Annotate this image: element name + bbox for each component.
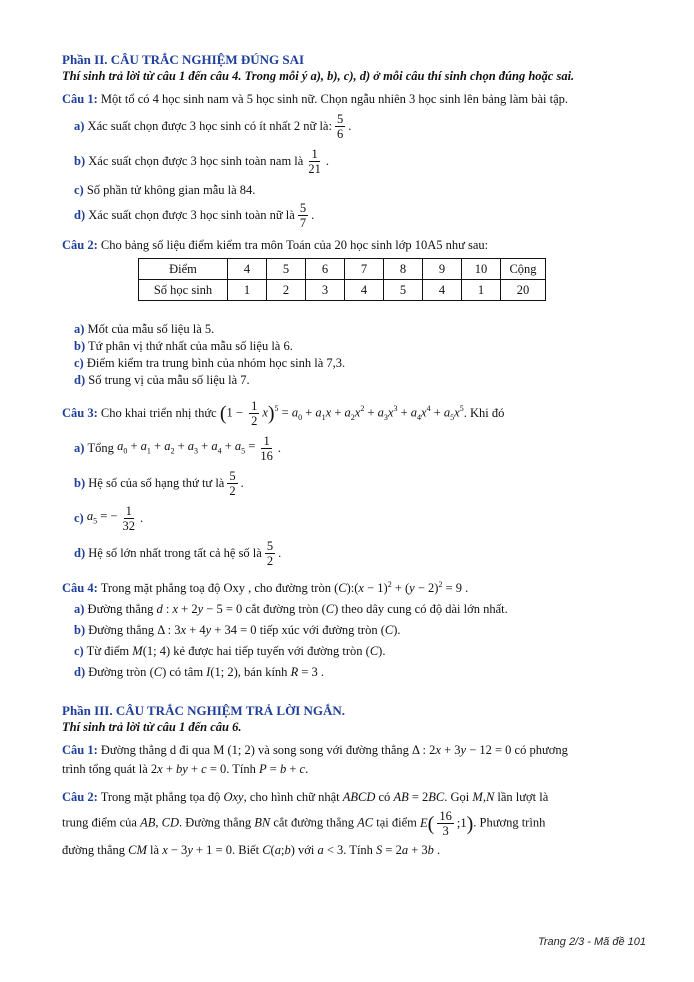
table-cell: 8 [384,259,423,280]
question-label: Câu 1: [62,743,98,758]
question-label: Câu 1: [62,92,98,106]
q2-option-d: d) Số trung vị của mẫu số liệu là 7. [74,373,250,387]
q3-option-b: b) Hệ số của số hạng thứ tư là $\frac{5}{2}$ . [74,469,244,498]
question-text: Một tổ có 4 học sinh nam và 5 học sinh nữ. Chọn ngẫu nhiên 3 học sinh lên bảng làm bài tập. [100,92,569,106]
table-cell: 9 [423,259,462,280]
question-text: Trong mặt phẳng toạ độ Oxy , cho đường tròn [100,581,331,596]
question-text: Cho khai triển nhị thức [100,406,217,420]
table-cell: Cộng [501,259,546,280]
part3-title: Phần III. CÂU TRẮC NGHIỆM TRẢ LỜI NGẮN. [62,703,346,719]
fraction: $\frac{5}{2}$ [229,469,236,498]
q1-option-a: a) Xác suất chọn được 3 học sinh có ít nhất 2 nữ là: $\frac{5}{6}$ . [74,112,352,141]
part2-title: Phần II. CÂU TRẮC NGHIỆM ĐÚNG SAI [62,52,305,67]
table-cell: 5 [384,280,423,301]
fraction: $\frac{5}{7}$ [299,201,307,230]
q4-option-c: c) Từ điểm M(1; 4) kẻ được hai tiếp tuyến với đường tròn (C). [74,644,386,659]
table-cell: 3 [306,280,345,301]
table-cell: 4 [345,280,384,301]
q3-option-a: a) Tổng $a_0 + a_1 + a_2 + a_3 + a_4 + a_5$ = $\frac{1}{16}$ . [74,434,281,463]
question-text: Cho bảng số liệu điểm kiểm tra môn Toán của 20 học sinh lớp 10A5 như sau: [100,238,489,252]
table-cell: 7 [345,259,384,280]
fraction: $\frac{1}{16}$ [260,434,273,463]
table-cell: 1 [228,280,267,301]
table-cell: Điểm [139,259,228,280]
question-label: Câu 4: [62,581,98,596]
part2-instruction: Thí sinh trả lời từ câu 1 đến câu 4. Trong mỗi ý a), b), c), d) ở mỗi câu thí sinh chọn đúng hoặc sai. [62,69,575,83]
fraction: $\frac{1}{21}$ [308,147,321,176]
q4-option-d: d) Đường tròn (C) có tâm I(1; 2), bán kính R = 3 . [74,665,325,680]
q1-option-c: c) Số phần tử không gian mẫu là 84. [74,183,256,197]
q3-option-c: c) $a_5$ = − $\frac{1}{32}$ . [74,504,144,533]
question-label: Câu 3: [62,406,98,420]
table-cell: 5 [267,259,306,280]
q1-option-d: d) Xác suất chọn được 3 học sinh toàn nữ là $\frac{5}{7}$ . [74,201,315,230]
q2-option-b: b) Tứ phân vị thứ nhất của mẫu số liệu là 6. [74,339,293,353]
fraction: $\frac{5}{6}$ [336,112,344,141]
part2-question-2 [62,237,647,254]
score-table [138,258,546,301]
question-label: Câu 2: [62,790,98,805]
table-row [139,280,546,301]
q2-option-c: c) Điểm kiểm tra trung bình của nhóm học sinh là 7,3. [74,356,346,370]
part3-question-1: Câu 1: Đường thẳng d đi qua M (1; 2) và song song với đường thẳng Δ : 2x + 3y − 12 = 0 có phương trình tổng quát là 2x + by + c = 0. Tính P = b + c. [62,743,568,777]
page-footer: Trang 2/3 - Mã đề 101 [537,936,646,948]
table-cell: 4 [228,259,267,280]
table-cell: Số học sinh [139,280,228,301]
fraction: $\frac{5}{2}$ [266,539,274,568]
q4-option-a: a) Đường thẳng d : x + 2y − 5 = 0 cắt đường tròn (C) theo dây cung có độ dài lớn nhất. [74,602,508,617]
table-cell: 6 [306,259,345,280]
table-row [139,259,546,280]
part2-question-1 [62,91,647,108]
q3-option-d: d) Hệ số lớn nhất trong tất cả hệ số là $\frac{5}{2}$ . [74,539,282,568]
table-cell: 10 [462,259,501,280]
part2-question-3: Câu 3: Cho khai triển nhị thức (1 − $\frac{1}{2}$ $x)^5 = a_0 + a_1x + a_2x^2 + a_3x^3 + a_4x^4 + a_5x^5$ . Khi đó [62,399,505,428]
q4-option-b: b) Đường thẳng Δ : 3x + 4y + 34 = 0 tiếp xúc với đường tròn (C). [74,623,401,638]
q2-option-a: a) Mốt của mẫu số liệu là 5. [74,322,215,336]
binomial-expression: (1 − $\frac{1}{2}$ $x)^5 = a_0 + a_1x + a_2x^2 + a_3x^3 + a_4x^4 + a_5x^5$ [219,399,464,428]
part2-question-4: Câu 4: Trong mặt phẳng toạ độ Oxy , cho đường tròn (C):(x − $1)^2 + (y - 2)^2 = 9$ . [62,580,469,596]
fraction: $\frac{1}{32}$ [122,504,135,533]
part3-instruction: Thí sinh trả lời từ câu 1 đến câu 6. [62,720,242,735]
table-cell: 4 [423,280,462,301]
table-cell: 20 [501,280,546,301]
exam-page [62,52,647,862]
table-cell: 2 [267,280,306,301]
table-cell: 1 [462,280,501,301]
question-label: Câu 2: [62,238,98,252]
part3-question-2: Câu 2: Trong mặt phẳng tọa độ Oxy, cho hình chữ nhật ABCD có AB = 2BC. Gọi M,N lần lượt là trung điểm của AB, CD. Đường thẳng BN cắt đường thẳng AC tại điểm E( $\frac{16}{3}$ ;1). Phương trình đường thẳng CM là x − 3y + 1 = 0. Biết C(a;b) với a < 3. Tính S = 2a + 3b . [62,790,549,858]
q1-option-b: b) Xác suất chọn được 3 học sinh toàn nam là $\frac{1}{21}$ . [74,147,329,176]
